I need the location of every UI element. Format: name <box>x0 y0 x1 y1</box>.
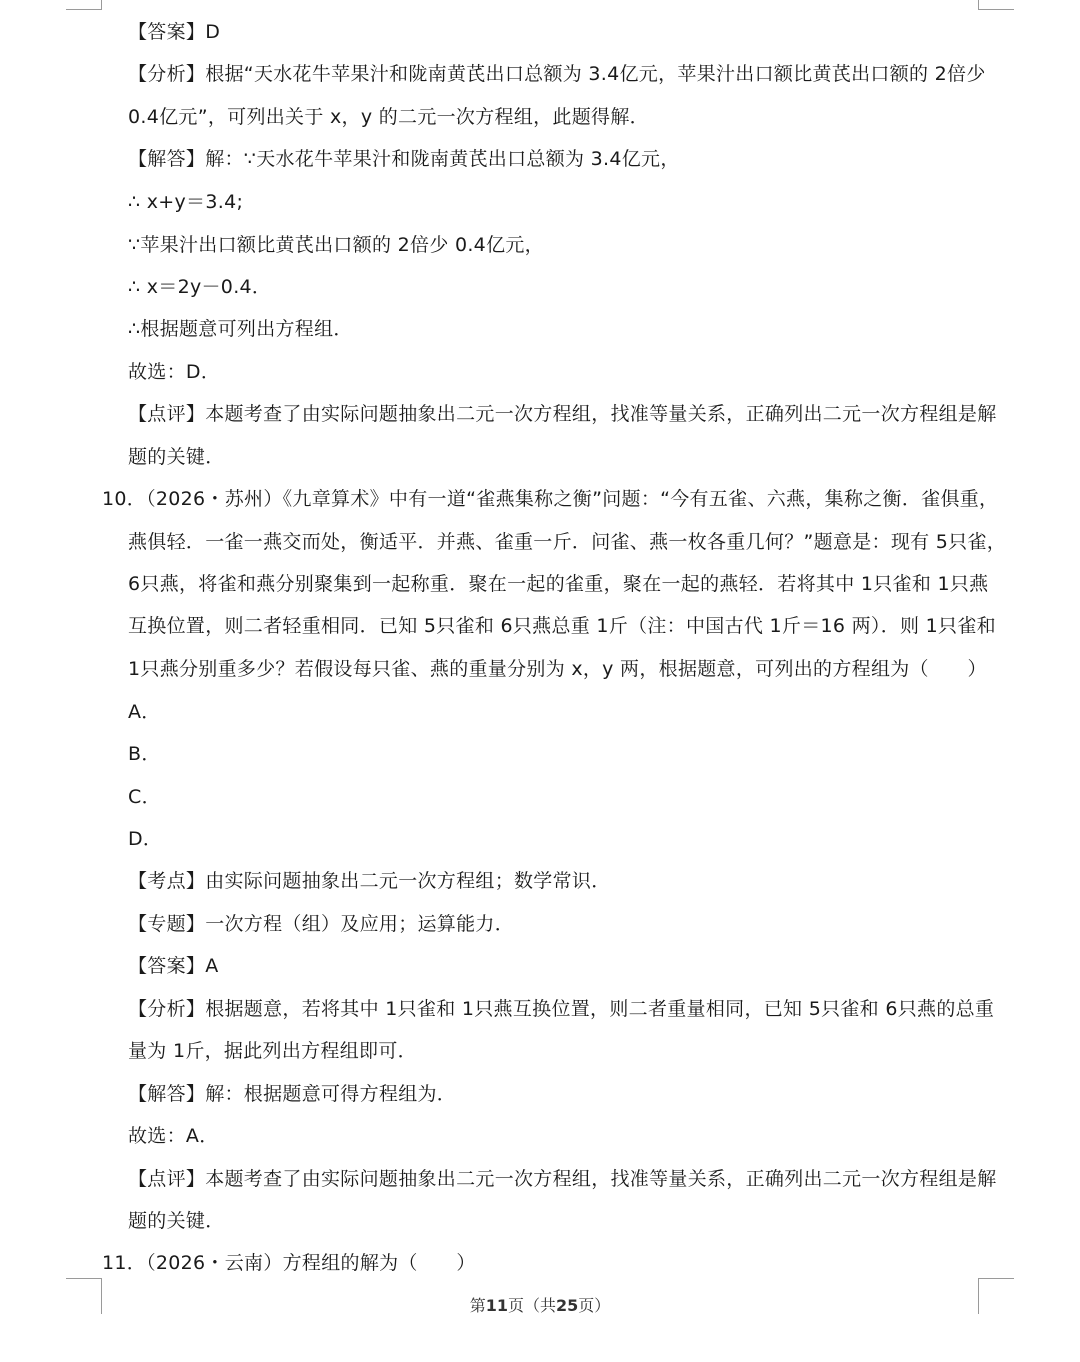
q10-answer: 【答案】A <box>128 955 219 977</box>
footer-prefix: 第 <box>469 1296 486 1315</box>
q10-comment-line-1: 【点评】本题考查了由实际问题抽象出二元一次方程组，找准等量关系，正确列出二元一次方程组是解 <box>128 1168 997 1190</box>
q10-option-a: A． <box>128 701 161 723</box>
crop-mark-top-right-h <box>978 9 1014 10</box>
q10-solution-line: 【解答】解：根据题意可得方程组为． <box>128 1083 457 1105</box>
crop-mark-top-left-h <box>66 9 102 10</box>
prev-analysis-line-1: 【分析】根据“天水花牛苹果汁和陇南黄芪出口总额为 3.4亿元，苹果汁出口额比黄芪出口额的 2倍少 <box>128 63 986 85</box>
prev-answer: 【答案】D <box>128 21 221 43</box>
q10-stem-line-4: 互换位置，则二者轻重相同．已知 5只雀和 6只燕总重 1斤（注：中国古代 1斤＝16 两）．则 1只雀和 <box>128 615 996 637</box>
prev-comment-line-2: 题的关键． <box>128 446 225 468</box>
prev-choice: 故选：D． <box>128 361 221 383</box>
footer-page-number: 11 <box>485 1296 508 1315</box>
prev-comment-line-1: 【点评】本题考查了由实际问题抽象出二元一次方程组，找准等量关系，正确列出二元一次方程组是解 <box>128 403 997 425</box>
q10-analysis-line-2: 量为 1斤，据此列出方程组即可． <box>128 1040 417 1062</box>
q10-stem-line-5: 1只燕分别重多少？若假设每只雀、燕的重量分别为 x，y 两，根据题意，可列出的方程组为（ ） <box>128 658 987 680</box>
q10-stem-line-1: 10．（2026・苏州）《九章算术》中有一道“雀燕集称之衡”问题：“今有五雀、六燕，集称之衡．雀俱重， <box>102 488 999 510</box>
crop-mark-bottom-left-h <box>66 1278 102 1279</box>
q10-comment-line-2: 题的关键． <box>128 1210 225 1232</box>
crop-mark-bottom-right-h <box>978 1278 1014 1279</box>
prev-solution-line: 【解答】解：∵天水花牛苹果汁和陇南黄芪出口总额为 3.4亿元， <box>128 148 680 170</box>
q10-option-c: C． <box>128 786 161 808</box>
footer-middle: 页（共 <box>507 1296 556 1315</box>
q10-stem-line-3: 6只燕，将雀和燕分别聚集到一起称重．聚在一起的雀重，聚在一起的燕轻．若将其中 1只雀和 1只燕 <box>128 573 989 595</box>
footer-suffix: 页） <box>578 1296 611 1315</box>
q10-kaodian: 【考点】由实际问题抽象出二元一次方程组；数学常识． <box>128 870 611 892</box>
prev-step-4: ∴根据题意可列出方程组． <box>128 318 353 340</box>
q10-analysis-line-1: 【分析】根据题意，若将其中 1只雀和 1只燕互换位置，则二者重量相同，已知 5只雀和 6只燕的总重 <box>128 998 995 1020</box>
q10-zhuanti: 【专题】一次方程（组）及应用；运算能力． <box>128 913 515 935</box>
prev-step-1: ∴ x+y＝3.4; <box>128 191 244 213</box>
page-footer <box>0 1294 1080 1318</box>
q10-stem-line-2: 燕俱轻．一雀一燕交而处，衡适平．并燕、雀重一斤．问雀、燕一枚各重几何？”题意是：现有 5只雀， <box>128 531 1007 553</box>
q11-stem-line-1: 11．（2026・云南）方程组的解为（ ） <box>102 1252 476 1274</box>
q10-choice: 故选：A． <box>128 1125 219 1147</box>
q10-option-b: B． <box>128 743 161 765</box>
prev-step-2: ∵苹果汁出口额比黄芪出口额的 2倍少 0.4亿元， <box>128 234 544 256</box>
footer-page-total: 25 <box>556 1296 579 1315</box>
prev-step-3: ∴ x＝2y－0.4． <box>128 276 272 298</box>
q10-option-d: D． <box>128 828 163 850</box>
prev-analysis-line-2: 0.4亿元”，可列出关于 x，y 的二元一次方程组，此题得解． <box>128 106 649 128</box>
